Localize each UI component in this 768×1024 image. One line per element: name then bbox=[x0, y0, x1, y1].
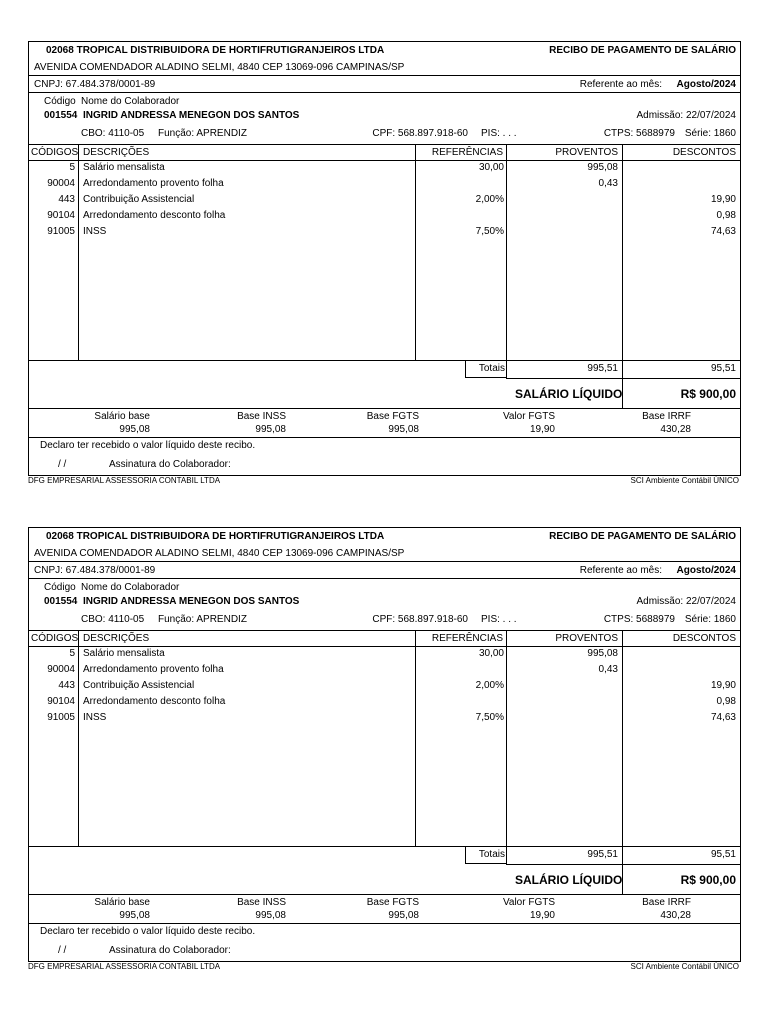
rule-line bbox=[28, 92, 741, 93]
employee-code: 001554 bbox=[44, 110, 78, 121]
receipt-declaration: Declaro ter recebido o valor líquido deste recibo. bbox=[40, 440, 256, 451]
base-value: 995,08 bbox=[255, 910, 286, 921]
rule-line bbox=[28, 578, 741, 579]
column-divider bbox=[415, 144, 416, 360]
reference-month-label: Referente ao mês: bbox=[579, 79, 662, 90]
payslip-receipt-1 bbox=[28, 41, 741, 485]
base-label: Valor FGTS bbox=[502, 897, 555, 908]
item-description: Salário mensalista bbox=[83, 162, 165, 173]
signature-date-blank: / / bbox=[58, 459, 67, 470]
rule-line bbox=[506, 864, 741, 865]
code-label: Código bbox=[44, 96, 76, 107]
item-deduction: 19,90 bbox=[710, 194, 736, 205]
base-value: 995,08 bbox=[119, 910, 150, 921]
reference-month-value: Agosto/2024 bbox=[676, 565, 736, 576]
item-description: INSS bbox=[83, 712, 107, 723]
footer-software: SCI Ambiente Contábil ÚNICO bbox=[630, 476, 739, 485]
header-references: REFERÊNCIAS bbox=[431, 633, 503, 644]
company-cnpj: CNPJ: 67.484.378/0001-89 bbox=[34, 79, 156, 90]
base-value: 430,28 bbox=[660, 424, 691, 435]
item-code: 90104 bbox=[47, 210, 75, 221]
base-label: Salário base bbox=[94, 897, 150, 908]
column-divider bbox=[506, 144, 507, 378]
net-salary-value: R$ 900,00 bbox=[680, 873, 736, 887]
item-reference: 30,00 bbox=[478, 162, 504, 173]
rule-line bbox=[28, 527, 741, 528]
totals-label: Totais bbox=[478, 363, 505, 374]
item-code: 90004 bbox=[47, 178, 75, 189]
code-label: Código bbox=[44, 582, 76, 593]
item-description: Arredondamento provento folha bbox=[83, 178, 224, 189]
employee-name-label: Nome do Colaborador bbox=[81, 96, 180, 107]
item-code: 90104 bbox=[47, 696, 75, 707]
admission-date: Admissão: 22/07/2024 bbox=[636, 110, 736, 121]
item-description: Contribuição Assistencial bbox=[83, 194, 195, 205]
signature-label: Assinatura do Colaborador: bbox=[109, 459, 231, 470]
column-divider bbox=[415, 630, 416, 846]
item-earning: 995,08 bbox=[587, 162, 618, 173]
receipt-declaration: Declaro ter recebido o valor líquido deste recibo. bbox=[40, 926, 256, 937]
item-reference: 7,50% bbox=[475, 712, 504, 723]
base-value: 995,08 bbox=[119, 424, 150, 435]
item-description: Salário mensalista bbox=[83, 648, 165, 659]
base-value: 430,28 bbox=[660, 910, 691, 921]
employee-ctps: CTPS: 5688979 bbox=[603, 128, 675, 139]
rule-line bbox=[28, 561, 741, 562]
header-codes: CÓDIGOS bbox=[31, 633, 79, 644]
rule-line bbox=[28, 160, 741, 161]
rule-line bbox=[506, 378, 741, 379]
employee-cpf: CPF: 568.897.918-60 bbox=[372, 614, 468, 625]
cbo: CBO: 4110-05 bbox=[81, 614, 145, 625]
base-label: Base IRRF bbox=[642, 411, 691, 422]
header-references: REFERÊNCIAS bbox=[431, 147, 503, 158]
employee-cpf: CPF: 568.897.918-60 bbox=[372, 128, 468, 139]
base-value: 995,08 bbox=[255, 424, 286, 435]
job-function: Função: APRENDIZ bbox=[158, 614, 247, 625]
reference-month-label: Referente ao mês: bbox=[579, 565, 662, 576]
employee-pis: PIS: . . . bbox=[481, 128, 517, 139]
column-divider bbox=[622, 144, 623, 408]
reference-month-value: Agosto/2024 bbox=[676, 79, 736, 90]
rule-line bbox=[28, 360, 741, 361]
employee-name: INGRID ANDRESSA MENEGON DOS SANTOS bbox=[83, 110, 300, 121]
payslip-receipt-2 bbox=[28, 527, 741, 971]
rule-line bbox=[28, 144, 741, 145]
item-code: 443 bbox=[58, 194, 75, 205]
rule-line bbox=[28, 630, 741, 631]
header-deductions: DESCONTOS bbox=[672, 147, 736, 158]
base-label: Base INSS bbox=[237, 897, 286, 908]
doc-title: RECIBO DE PAGAMENTO DE SALÁRIO bbox=[549, 531, 736, 542]
company-name: 02068 TROPICAL DISTRIBUIDORA DE HORTIFRUTIGRANJEIROS LTDA bbox=[46, 45, 385, 56]
item-earning: 995,08 bbox=[587, 648, 618, 659]
company-name: 02068 TROPICAL DISTRIBUIDORA DE HORTIFRUTIGRANJEIROS LTDA bbox=[46, 531, 385, 542]
item-code: 91005 bbox=[47, 226, 75, 237]
base-label: Salário base bbox=[94, 411, 150, 422]
net-salary-label: SALÁRIO LÍQUIDO bbox=[515, 387, 623, 401]
rule-line bbox=[28, 41, 741, 42]
header-descriptions: DESCRIÇÕES bbox=[83, 633, 150, 644]
column-divider bbox=[506, 630, 507, 864]
total-deductions: 95,51 bbox=[710, 849, 736, 860]
ctps-series: Série: 1860 bbox=[684, 128, 736, 139]
company-address: AVENIDA COMENDADOR ALADINO SELMI, 4840 CEP 13069-096 CAMPINAS/SP bbox=[34, 548, 405, 559]
footer-accounting-firm: DFG EMPRESARIAL ASSESSORIA CONTABIL LTDA bbox=[28, 476, 221, 485]
item-description: Arredondamento desconto folha bbox=[83, 210, 226, 221]
base-value: 995,08 bbox=[388, 424, 419, 435]
item-reference: 2,00% bbox=[475, 680, 504, 691]
totals-label: Totais bbox=[478, 849, 505, 860]
item-reference: 7,50% bbox=[475, 226, 504, 237]
item-description: Arredondamento desconto folha bbox=[83, 696, 226, 707]
item-description: Arredondamento provento folha bbox=[83, 664, 224, 675]
base-value: 19,90 bbox=[529, 424, 555, 435]
employee-ctps: CTPS: 5688979 bbox=[603, 614, 675, 625]
employee-name-label: Nome do Colaborador bbox=[81, 582, 180, 593]
column-divider bbox=[78, 144, 79, 360]
base-label: Base FGTS bbox=[366, 411, 419, 422]
item-deduction: 0,98 bbox=[716, 696, 736, 707]
total-earnings: 995,51 bbox=[587, 849, 618, 860]
footer-accounting-firm: DFG EMPRESARIAL ASSESSORIA CONTABIL LTDA bbox=[28, 962, 221, 971]
column-divider bbox=[622, 630, 623, 894]
item-description: Contribuição Assistencial bbox=[83, 680, 195, 691]
doc-title: RECIBO DE PAGAMENTO DE SALÁRIO bbox=[549, 45, 736, 56]
rule-line bbox=[28, 408, 741, 409]
job-function: Função: APRENDIZ bbox=[158, 128, 247, 139]
header-earnings: PROVENTOS bbox=[555, 147, 618, 158]
item-earning: 0,43 bbox=[598, 178, 618, 189]
employee-name: INGRID ANDRESSA MENEGON DOS SANTOS bbox=[83, 596, 300, 607]
total-earnings: 995,51 bbox=[587, 363, 618, 374]
employee-pis: PIS: . . . bbox=[481, 614, 517, 625]
cbo: CBO: 4110-05 bbox=[81, 128, 145, 139]
employee-code: 001554 bbox=[44, 596, 78, 607]
item-description: INSS bbox=[83, 226, 107, 237]
base-label: Valor FGTS bbox=[502, 411, 555, 422]
item-code: 91005 bbox=[47, 712, 75, 723]
footer-software: SCI Ambiente Contábil ÚNICO bbox=[630, 962, 739, 971]
ctps-series: Série: 1860 bbox=[684, 614, 736, 625]
rule-line bbox=[28, 75, 741, 76]
header-earnings: PROVENTOS bbox=[555, 633, 618, 644]
signature-date-blank: / / bbox=[58, 945, 67, 956]
admission-date: Admissão: 22/07/2024 bbox=[636, 596, 736, 607]
net-salary-value: R$ 900,00 bbox=[680, 387, 736, 401]
item-deduction: 0,98 bbox=[716, 210, 736, 221]
company-cnpj: CNPJ: 67.484.378/0001-89 bbox=[34, 565, 156, 576]
item-code: 5 bbox=[69, 648, 75, 659]
item-code: 90004 bbox=[47, 664, 75, 675]
rule-line bbox=[28, 846, 741, 847]
base-value: 995,08 bbox=[388, 910, 419, 921]
base-label: Base IRRF bbox=[642, 897, 691, 908]
column-divider bbox=[78, 630, 79, 846]
item-code: 5 bbox=[69, 162, 75, 173]
header-deductions: DESCONTOS bbox=[672, 633, 736, 644]
item-earning: 0,43 bbox=[598, 664, 618, 675]
total-deductions: 95,51 bbox=[710, 363, 736, 374]
header-descriptions: DESCRIÇÕES bbox=[83, 147, 150, 158]
net-salary-label: SALÁRIO LÍQUIDO bbox=[515, 873, 623, 887]
base-value: 19,90 bbox=[529, 910, 555, 921]
item-code: 443 bbox=[58, 680, 75, 691]
item-deduction: 19,90 bbox=[710, 680, 736, 691]
item-reference: 2,00% bbox=[475, 194, 504, 205]
header-codes: CÓDIGOS bbox=[31, 147, 79, 158]
item-deduction: 74,63 bbox=[710, 226, 736, 237]
rule-line bbox=[28, 437, 741, 438]
rule-line bbox=[28, 894, 741, 895]
base-label: Base FGTS bbox=[366, 897, 419, 908]
company-address: AVENIDA COMENDADOR ALADINO SELMI, 4840 CEP 13069-096 CAMPINAS/SP bbox=[34, 62, 405, 73]
signature-label: Assinatura do Colaborador: bbox=[109, 945, 231, 956]
item-reference: 30,00 bbox=[478, 648, 504, 659]
base-label: Base INSS bbox=[237, 411, 286, 422]
rule-line bbox=[28, 923, 741, 924]
rule-line bbox=[28, 646, 741, 647]
item-deduction: 74,63 bbox=[710, 712, 736, 723]
